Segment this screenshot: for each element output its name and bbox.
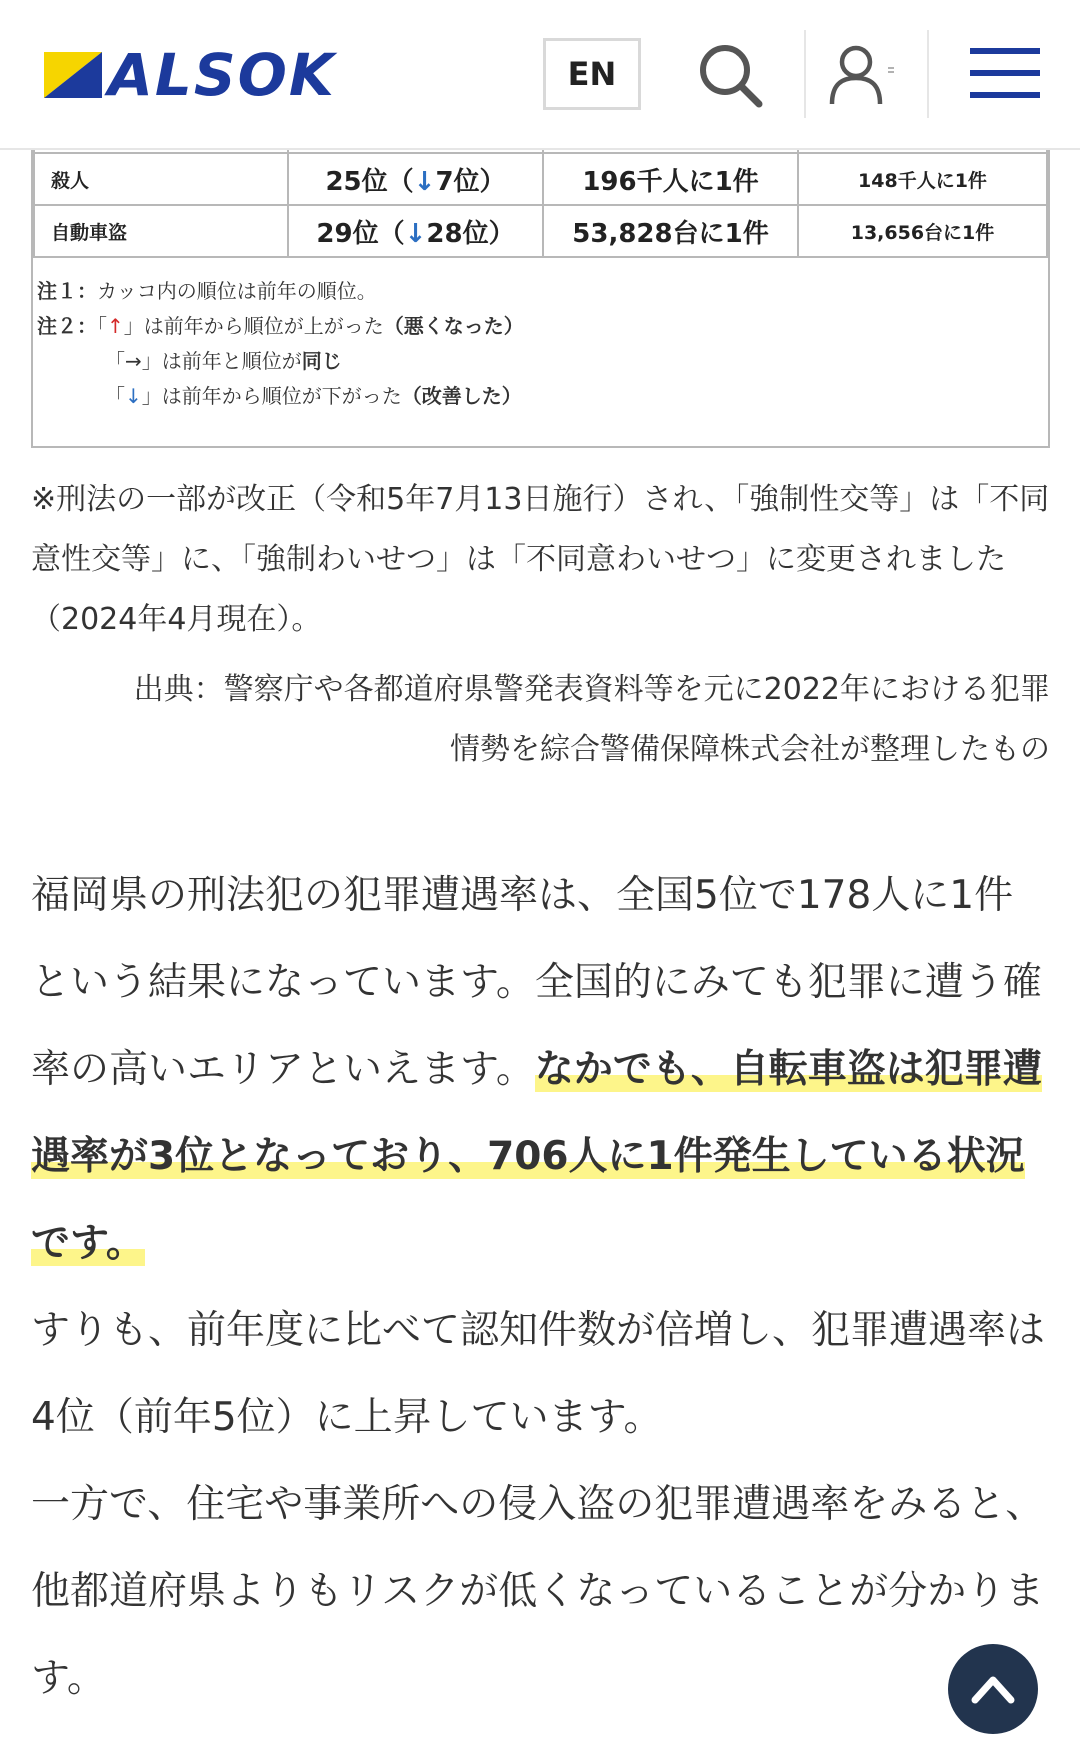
- note-1: 注１：カッコ内の順位は前年の順位。: [37, 279, 377, 303]
- paragraph-burglary: 一方で、住宅や事業所への侵入盗の犯罪遭遇率をみると、他都道府県よりもリスクが低くなっていることが分かります。: [31, 1482, 1045, 1701]
- arrow-down-icon: ↓: [125, 384, 142, 408]
- language-button[interactable]: EN: [543, 38, 641, 110]
- note-2-up: 注２：「↑」は前年から順位が上がった（悪くなった）: [37, 314, 524, 338]
- table-notes: [33, 258, 1048, 414]
- note-2-same: 「→」は前年と順位が同じ: [105, 349, 342, 373]
- table-cell-crime: 自動車盗: [34, 205, 288, 257]
- header-divider: [927, 30, 929, 118]
- paragraph-pickpocket: すりも、前年度に比べて認知件数が倍増し、犯罪遭遇率は4位（前年5位）に上昇しています。: [31, 1308, 1046, 1440]
- note-2-down: 「↓」は前年から順位が下がった（改善した）: [105, 384, 522, 408]
- site-header: [0, 0, 1080, 150]
- table-row: [34, 153, 1047, 205]
- arrow-down-icon: ↓: [413, 166, 436, 197]
- source-citation: 出典：警察庁や各都道府県警発表資料等を元に2022年における犯罪 情勢を綜合警備保障株式会社が整理したもの: [133, 672, 1050, 767]
- header-divider: [804, 30, 806, 118]
- search-icon[interactable]: [695, 40, 765, 110]
- menu-icon[interactable]: [970, 48, 1040, 98]
- table-cell-crime: 殺人: [34, 153, 288, 205]
- article-body: [31, 852, 1051, 1722]
- table-cell-rank: 29位（↓28位）: [288, 205, 543, 257]
- paragraph-fukuoka-rate: 福岡県の刑法犯の犯罪遭遇率は、全国5位で178人に1件という結果になっています。全国的にみても犯罪に遭う確率の高いエリアといえます。なかでも、自転車盗は犯罪遭遇率が3位となっており、706人に1件発生している状況です。: [31, 873, 1042, 1266]
- highlight-text: なかでも、自転車盗は犯罪遭遇率が3位となっており、706人に1件発生している状況です。: [31, 1047, 1042, 1266]
- table-cell-rate: 196千人に1件: [543, 153, 798, 205]
- crime-rate-table: [31, 128, 1050, 448]
- table-row: [34, 205, 1047, 257]
- arrow-down-icon: ↓: [404, 218, 427, 249]
- alsok-logo[interactable]: [44, 41, 374, 109]
- table-cell-rate: 53,828台に1件: [543, 205, 798, 257]
- law-revision-note: ※刑法の一部が改正（令和5年7月13日施行）され、「強制性交等」は「不同意性交等」に、「強制わいせつ」は「不同意わいせつ」に変更されました（2024年4月現在）。: [31, 482, 1050, 637]
- arrow-up-icon: ↑: [107, 314, 124, 338]
- scroll-to-top-button[interactable]: [948, 1644, 1038, 1734]
- logo-text: ALSOK: [108, 41, 336, 109]
- table-cell-rank: 25位（↓7位）: [288, 153, 543, 205]
- logo-mark-icon: [44, 52, 102, 98]
- chevron-up-icon: [971, 1674, 1015, 1704]
- table-cell-national: 13,656台に1件: [798, 205, 1047, 257]
- table-cell-national: 148千人に1件: [798, 153, 1047, 205]
- user-icon[interactable]: [828, 44, 898, 106]
